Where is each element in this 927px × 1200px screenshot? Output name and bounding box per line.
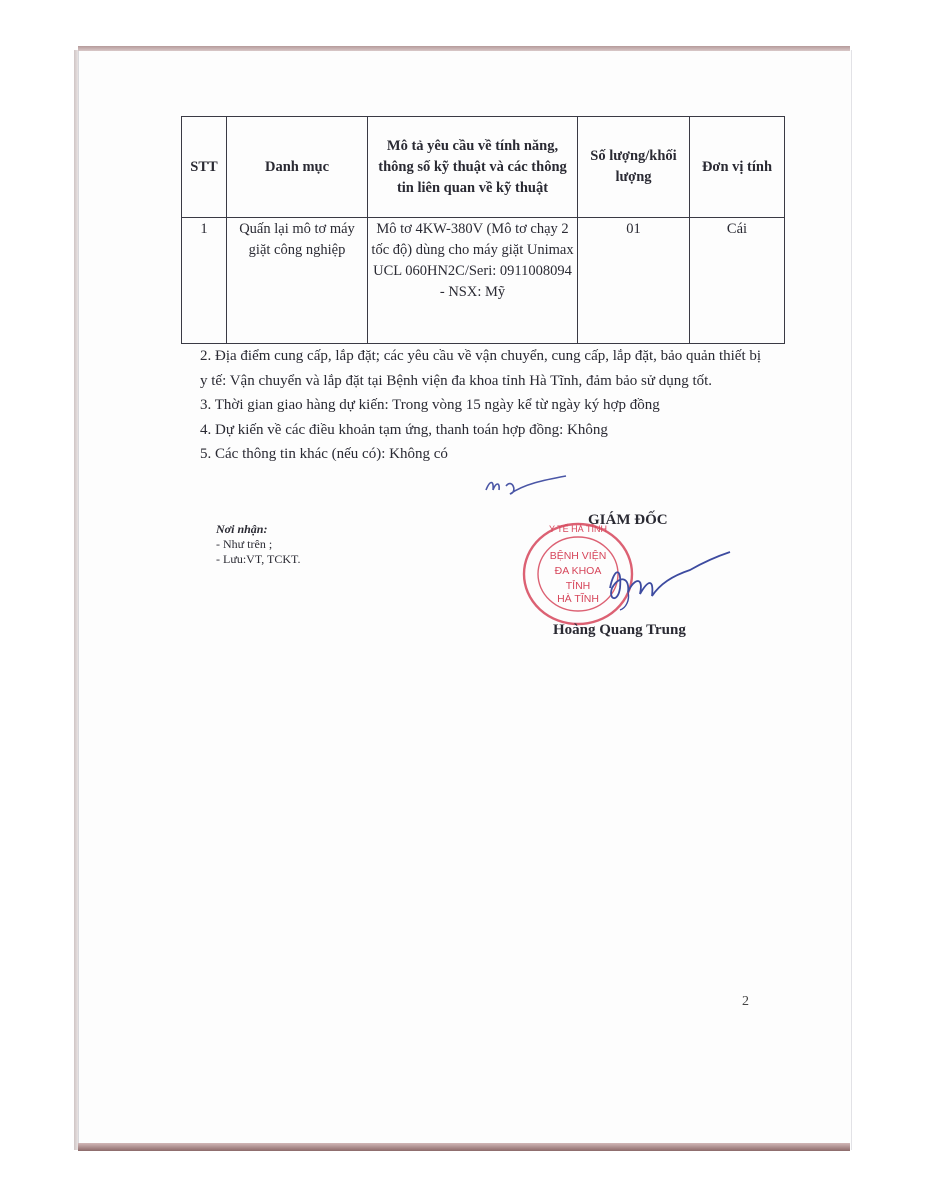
header-quantity: Số lượng/khối lượng [578, 117, 690, 218]
signer-title: GIÁM ĐỐC [588, 512, 668, 528]
handwritten-signature [600, 548, 740, 618]
terms-section [200, 344, 770, 467]
initials-mark [484, 472, 574, 502]
header-description: Mô tả yêu cầu về tính năng, thông số kỹ thuật và các thông tin liên quan về kỹ thuật [368, 117, 578, 218]
stamp-line: BỆNH VIỆN [549, 550, 607, 562]
page-bottom-edge [78, 1143, 850, 1151]
item-delivery-location: 2. Địa điểm cung cấp, lắp đặt; các yêu cầu về vận chuyển, cung cấp, lắp đặt, bảo quản thiết bị y tế: Vận chuyển và lắp đặt tại Bệnh viện đa khoa tỉnh Hà Tĩnh, đảm bảo sử dụng tốt. [200, 348, 762, 389]
stamp-line: TỈNH [565, 580, 591, 592]
cell-unit: Cái [690, 218, 785, 344]
table-row [182, 218, 785, 344]
header-stt: STT [182, 117, 227, 218]
page-number: 2 [742, 994, 749, 1009]
cell-stt: 1 [182, 218, 227, 344]
stamp-line: HÀ TĨNH [557, 593, 599, 605]
cell-description: Mô tơ 4KW-380V (Mô tơ chạy 2 tốc độ) dùng cho máy giặt Unimax UCL 060HN2C/Seri: 0911008094 - NSX: Mỹ [368, 218, 578, 344]
signer-name: Hoàng Quang Trung [553, 622, 686, 638]
specification-table [181, 116, 785, 344]
table-header-row [182, 117, 785, 218]
stamp-ring-text: Y TẾ HÀ TĨNH [548, 524, 608, 534]
page-top-edge [78, 46, 850, 51]
cell-quantity: 01 [578, 218, 690, 344]
item-delivery-time: 3. Thời gian giao hàng dự kiến: Trong vòng 15 ngày kể từ ngày ký hợp đồng [200, 397, 660, 413]
recipients-block [216, 522, 301, 567]
recipient-line: - Lưu:VT, TCKT. [216, 552, 301, 566]
item-payment-terms: 4. Dự kiến về các điều khoản tạm ứng, thanh toán hợp đồng: Không [200, 421, 608, 438]
header-category: Danh mục [227, 117, 368, 218]
item-other-info: 5. Các thông tin khác (nếu có): Không có [200, 446, 448, 462]
header-unit: Đơn vị tính [690, 117, 785, 218]
recipient-line: - Như trên ; [216, 537, 273, 551]
cell-category: Quấn lại mô tơ máy giặt công nghiệp [227, 218, 368, 344]
stamp-line: ĐA KHOA [554, 565, 602, 577]
recipients-heading: Nơi nhận: [216, 522, 268, 536]
